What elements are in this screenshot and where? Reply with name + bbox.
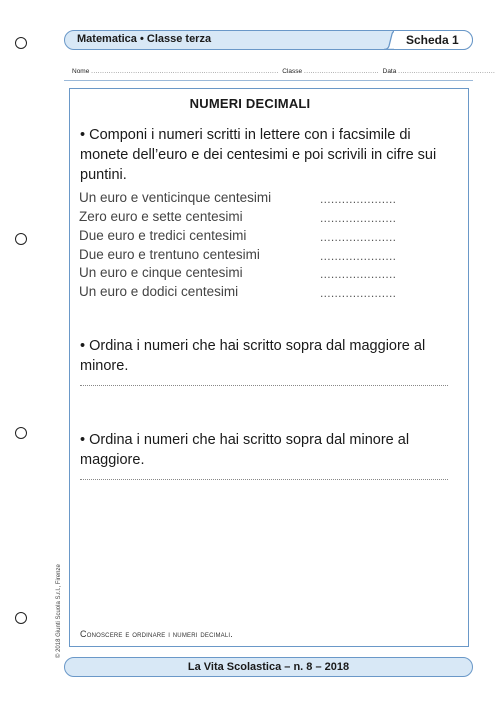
binder-hole-1 [15, 37, 27, 49]
date-field[interactable]: ............................................ [398, 68, 496, 75]
exercise-1-item-3: Due euro e tredici centesimi [79, 228, 247, 243]
answer-field-1[interactable]: ..................... [320, 192, 397, 206]
learning-objective: Conoscere e ordinare i numeri decimali. [80, 629, 233, 639]
exercise-2-instruction: • Ordina i numeri che hai scritto sopra dal maggiore al minore. [80, 338, 426, 374]
binder-hole-4 [15, 612, 27, 624]
exercise-2-answer-line[interactable] [80, 385, 448, 386]
answer-field-6[interactable]: ..................... [320, 286, 397, 300]
answer-field-5[interactable]: ..................... [320, 267, 397, 281]
sheet-number: Scheda 1 [406, 33, 459, 47]
date-label: Data [382, 68, 397, 75]
header-divider [64, 80, 473, 81]
copyright-notice: © 2018 Giunti Scuola S.r.l., Firenze [56, 564, 62, 658]
footer-publication: La Vita Scolastica – n. 8 – 2018 [187, 661, 350, 673]
exercise-3-answer-line[interactable] [80, 479, 448, 480]
name-field[interactable]: ..................................................................................... [91, 68, 279, 75]
class-label: Classe [282, 68, 303, 75]
exercise-1-item-1: Un euro e venticinque centesimi [79, 190, 272, 205]
exercise-1-item-4: Due euro e trentuno centesimi [79, 247, 260, 262]
answer-field-4[interactable]: ..................... [320, 249, 397, 263]
student-fields [72, 68, 495, 75]
exercise-3-instruction: • Ordina i numeri che hai scritto sopra dal minore al maggiore. [80, 432, 410, 468]
binder-hole-2 [15, 233, 27, 245]
binder-hole-3 [15, 427, 27, 439]
answer-field-3[interactable]: ..................... [320, 230, 397, 244]
class-field[interactable]: .................................. [303, 68, 379, 75]
exercise-1-item-2: Zero euro e sette centesimi [79, 209, 243, 224]
worksheet-title: NUMERI DECIMALI [189, 96, 311, 111]
exercise-1-item-5: Un euro e cinque centesimi [79, 265, 243, 280]
header-subject: Matematica • Classe terza [77, 33, 212, 45]
name-label: Nome [72, 68, 90, 75]
answer-field-2[interactable]: ..................... [320, 211, 397, 225]
footer-bar [64, 657, 473, 677]
exercise-1-instruction: • Componi i numeri scritti in lettere con i facsimile di monete dell’euro e dei centesimi e poi scrivili in cifre sui puntini. [80, 127, 437, 183]
exercise-1-item-6: Un euro e dodici centesimi [79, 284, 239, 299]
